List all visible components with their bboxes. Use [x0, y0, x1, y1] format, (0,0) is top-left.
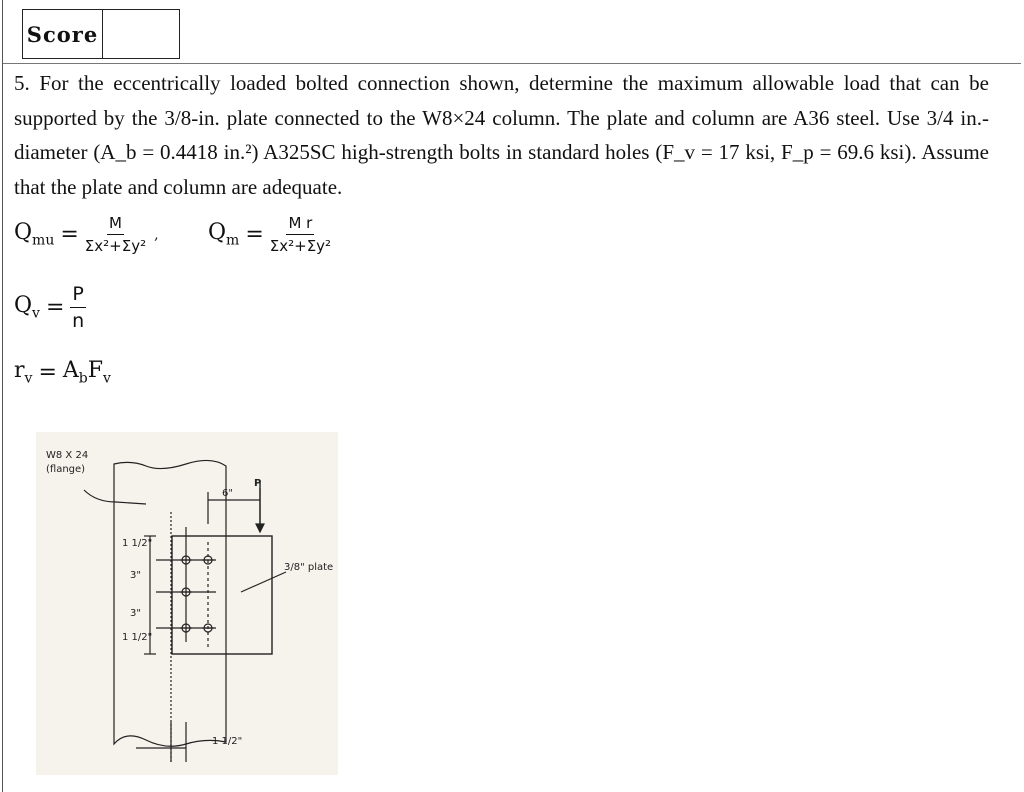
qmu-lhs: $Q_{mu}$ — [14, 220, 55, 249]
score-box — [22, 9, 180, 59]
score-input[interactable] — [103, 10, 179, 58]
ecc-dim-label: 6" — [222, 488, 233, 499]
rv-lhs: $r_v$ — [14, 358, 33, 387]
dim-mid2-label: 3" — [130, 608, 141, 619]
qv-numerator: P — [70, 283, 85, 308]
qmu-numerator: M — [107, 214, 124, 235]
qm-fraction — [270, 214, 331, 255]
qmu-denominator: Σx²+Σy² — [84, 237, 147, 255]
score-label: Score — [23, 10, 103, 58]
divider — [3, 63, 1021, 64]
equation-qmu: $Q_{mu}$ = $\frac{M}{\text{Σx²+Σy²}}$ , — [14, 214, 159, 255]
equation-separator: , — [154, 226, 159, 243]
equation-qv: $Q_v$ = $\frac{P}{n}$ — [14, 283, 85, 332]
equation-rv: $r_v$ = $A_bF_v$ — [14, 358, 111, 387]
dim-horiz-label: 1 1/2" — [212, 736, 243, 747]
qv-denominator: n — [72, 310, 85, 332]
qm-lhs: $Q_m$ — [208, 220, 240, 249]
dim-mid1-label: 3" — [130, 570, 141, 581]
column-label-1: W8 X 24 — [46, 450, 89, 461]
load-label: P — [254, 478, 262, 489]
problem-statement: 5. For the eccentrically loaded bolted connection shown, determine the maximum allowable load that can be supported by the 3/8-in. plate connected to the W8×24 column. The plate and column are A36 steel. Use 3/4 in.-diameter (A_b = 0.4418 in.²) A325SC high-strength bolts in standard holes (F_v = 17 ksi, F_p = 69.6 ksi). Assume that the plate and column are adequate. — [14, 71, 989, 199]
plate — [172, 536, 272, 654]
equation-qm: $Q_m$ = $\frac{\text{M r}}{\text{Σx²+Σy²}}$ — [208, 214, 332, 255]
plate-label: 3/8" plate — [284, 562, 334, 573]
dim-bot-label: 1 1/2" — [122, 632, 153, 643]
qv-fraction — [70, 283, 85, 332]
connection-figure — [36, 432, 338, 775]
qm-denominator: Σx²+Σy² — [269, 237, 332, 255]
qv-lhs: $Q_v$ — [14, 293, 40, 322]
dim-top-label: 1 1/2" — [122, 538, 153, 549]
rv-rhs: $A_bF_v$ — [62, 358, 111, 387]
qmu-fraction — [85, 214, 146, 255]
qm-numerator: M r — [286, 214, 314, 235]
column-label-2: (flange) — [46, 464, 86, 475]
connection-diagram — [36, 432, 338, 775]
